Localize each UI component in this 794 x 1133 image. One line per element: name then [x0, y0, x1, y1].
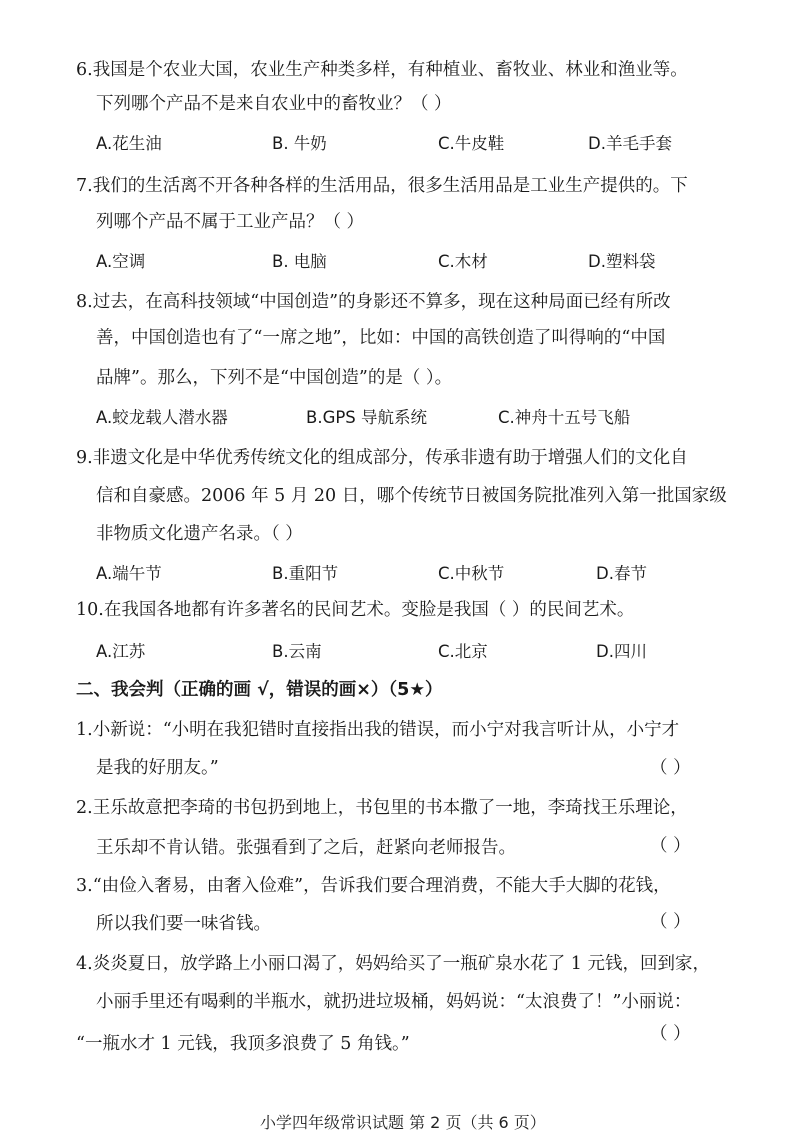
question-6-line-2: 下列哪个产品不是来自农业中的畜牧业？（ ）: [96, 94, 452, 114]
question-8-line-2: 善，中国创造也有了“一席之地”，比如：中国的高铁创造了叫得响的“中国: [96, 328, 666, 348]
question-7-option-a: A.空调: [96, 252, 146, 271]
question-6-option-c: C.牛皮鞋: [438, 134, 505, 153]
judge-2-line-1: 2.王乐故意把李琦的书包扔到地上，书包里的书本撒了一地，李琦找王乐理论，: [76, 798, 688, 818]
judge-1-line-2: 是我的好朋友。”: [96, 758, 219, 778]
judge-4-answer-blank[interactable]: （ ）: [650, 1024, 691, 1044]
question-6-line-1: 6.我国是个农业大国，农业生产种类多样，有种植业、畜牧业、林业和渔业等。: [76, 60, 688, 80]
question-8-option-a: A.蛟龙载人潜水器: [96, 408, 228, 427]
question-8-option-c: C.神舟十五号飞船: [498, 408, 631, 427]
question-9-line-2: 信和自豪感。2006 年 5 月 20 日，哪个传统节日被国务院批准列入第一批国家级: [96, 486, 727, 506]
question-10-option-c: C.北京: [438, 642, 488, 661]
judge-3-answer-blank[interactable]: （ ）: [650, 912, 691, 932]
question-7-option-d: D.塑料袋: [588, 252, 656, 271]
question-10-option-d: D.四川: [596, 642, 647, 661]
section-2-title: 二、我会判（正确的画 √，错误的画×）（5★）: [76, 680, 443, 700]
question-9-line-3: 非物质文化遗产名录。（ ）: [96, 524, 303, 544]
judge-1-line-1: 1.小新说：“小明在我犯错时直接指出我的错误，而小宁对我言听计从，小宁才: [76, 720, 680, 740]
question-7-line-1: 7.我们的生活离不开各种各样的生活用品，很多生活用品是工业生产提供的。下: [76, 176, 688, 196]
question-10-line-1: 10.在我国各地都有许多著名的民间艺术。变脸是我国（ ）的民间艺术。: [76, 600, 635, 620]
judge-1-answer-blank[interactable]: （ ）: [650, 758, 691, 778]
question-9-option-c: C.中秋节: [438, 564, 505, 583]
question-6-option-a: A.花生油: [96, 134, 162, 153]
question-8-line-1: 8.过去，在高科技领域“中国创造”的身影还不算多，现在这种局面已经有所改: [76, 292, 671, 312]
question-8-line-3: 品牌”。那么，下列不是“中国创造”的是（ ）。: [96, 368, 453, 388]
judge-2-answer-blank[interactable]: （ ）: [650, 836, 691, 856]
question-10-option-a: A.江苏: [96, 642, 146, 661]
judge-4-line-1: 4.炎炎夏日，放学路上小丽口渴了，妈妈给买了一瓶矿泉水花了 1 元钱，回到家，: [76, 954, 710, 974]
judge-4-line-2: 小丽手里还有喝剩的半瓶水，就扔进垃圾桶，妈妈说：“太浪费了！”小丽说：: [96, 992, 692, 1012]
judge-2-line-2: 王乐却不肯认错。张强看到了之后，赶紧向老师报告。: [96, 838, 516, 858]
judge-3-line-1: 3.“由俭入奢易，由奢入俭难”，告诉我们要合理消费，不能大手大脚的花钱，: [76, 876, 671, 896]
question-6-option-d: D.羊毛手套: [588, 134, 672, 153]
question-9-option-b: B.重阳节: [272, 564, 339, 583]
judge-3-line-2: 所以我们要一味省钱。: [96, 914, 271, 934]
question-9-option-d: D.春节: [596, 564, 647, 583]
question-7-option-c: C.木材: [438, 252, 488, 271]
question-9-option-a: A.端午节: [96, 564, 162, 583]
question-7-option-b: B. 电脑: [272, 252, 327, 271]
page-footer: 小学四年级常识试题 第 2 页（共 6 页）: [260, 1113, 546, 1132]
question-8-option-b: B.GPS 导航系统: [306, 408, 428, 427]
question-6-option-b: B. 牛奶: [272, 134, 327, 153]
judge-4-line-3: “一瓶水才 1 元钱，我顶多浪费了 5 角钱。”: [76, 1034, 410, 1054]
question-10-option-b: B.云南: [272, 642, 322, 661]
question-9-line-1: 9.非遗文化是中华优秀传统文化的组成部分，传承非遗有助于增强人们的文化自: [76, 448, 688, 468]
question-7-line-2: 列哪个产品不属于工业产品？（ ）: [96, 212, 365, 232]
